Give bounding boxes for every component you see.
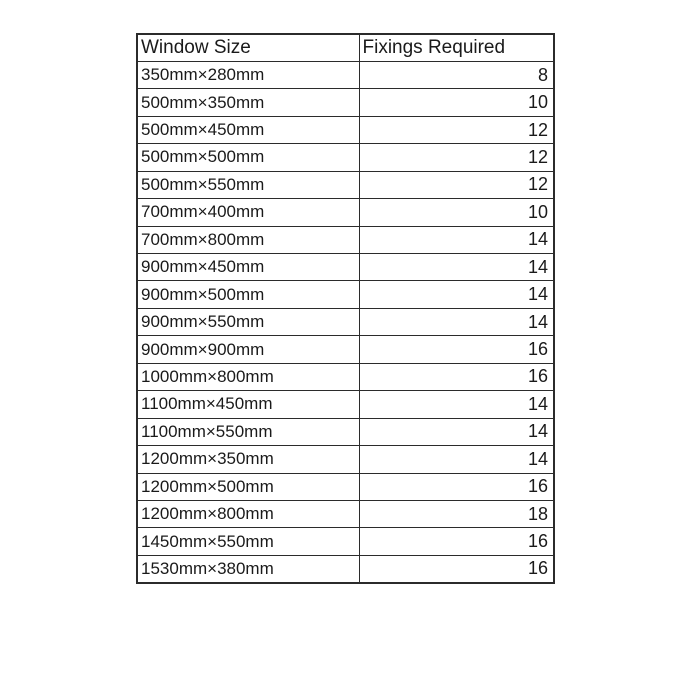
window-size-cell: 1000mm×800mm: [137, 363, 359, 390]
table-row: [137, 418, 554, 445]
fixings-count-cell: 14: [359, 281, 554, 308]
table-header-row: [137, 34, 554, 61]
fixings-count-cell: 14: [359, 391, 554, 418]
table-row: [137, 391, 554, 418]
window-size-cell: 700mm×400mm: [137, 199, 359, 226]
window-size-cell: 900mm×450mm: [137, 254, 359, 281]
window-size-cell: 1200mm×350mm: [137, 446, 359, 473]
fixings-count-cell: 10: [359, 199, 554, 226]
window-size-cell: 350mm×280mm: [137, 61, 359, 88]
table-row: [137, 500, 554, 527]
window-size-cell: 1200mm×800mm: [137, 500, 359, 527]
fixings-count-cell: 14: [359, 308, 554, 335]
table-row: [137, 116, 554, 143]
table-row: [137, 363, 554, 390]
fixings-count-cell: 16: [359, 363, 554, 390]
window-size-cell: 1530mm×380mm: [137, 555, 359, 582]
fixings-count-cell: 18: [359, 500, 554, 527]
table-row: [137, 144, 554, 171]
window-size-cell: 900mm×550mm: [137, 308, 359, 335]
table-row: [137, 226, 554, 253]
window-size-cell: 900mm×500mm: [137, 281, 359, 308]
fixings-count-cell: 16: [359, 528, 554, 555]
fixings-count-cell: 10: [359, 89, 554, 116]
fixings-count-cell: 14: [359, 254, 554, 281]
column-header-fixings-required: Fixings Required: [359, 34, 554, 61]
window-size-cell: 1100mm×550mm: [137, 418, 359, 445]
fixings-count-cell: 12: [359, 144, 554, 171]
window-size-cell: 900mm×900mm: [137, 336, 359, 363]
table-row: [137, 473, 554, 500]
window-size-cell: 700mm×800mm: [137, 226, 359, 253]
table-row: [137, 61, 554, 88]
column-header-window-size: Window Size: [137, 34, 359, 61]
fixings-count-cell: 12: [359, 116, 554, 143]
window-size-cell: 500mm×450mm: [137, 116, 359, 143]
fixings-count-cell: 14: [359, 446, 554, 473]
table-row: [137, 308, 554, 335]
table-row: [137, 281, 554, 308]
window-size-cell: 1100mm×450mm: [137, 391, 359, 418]
table-row: [137, 336, 554, 363]
fixings-count-cell: 16: [359, 473, 554, 500]
table-row: [137, 528, 554, 555]
fixings-count-cell: 8: [359, 61, 554, 88]
fixings-count-cell: 14: [359, 226, 554, 253]
window-fixings-table: [136, 33, 555, 584]
window-size-cell: 1200mm×500mm: [137, 473, 359, 500]
fixings-count-cell: 12: [359, 171, 554, 198]
table-row: [137, 254, 554, 281]
window-size-cell: 500mm×500mm: [137, 144, 359, 171]
window-size-cell: 500mm×350mm: [137, 89, 359, 116]
table-row: [137, 446, 554, 473]
fixings-count-cell: 16: [359, 555, 554, 582]
table-row: [137, 555, 554, 582]
table-row: [137, 199, 554, 226]
fixings-count-cell: 16: [359, 336, 554, 363]
window-size-cell: 1450mm×550mm: [137, 528, 359, 555]
fixings-count-cell: 14: [359, 418, 554, 445]
window-size-cell: 500mm×550mm: [137, 171, 359, 198]
table-row: [137, 171, 554, 198]
table-row: [137, 89, 554, 116]
